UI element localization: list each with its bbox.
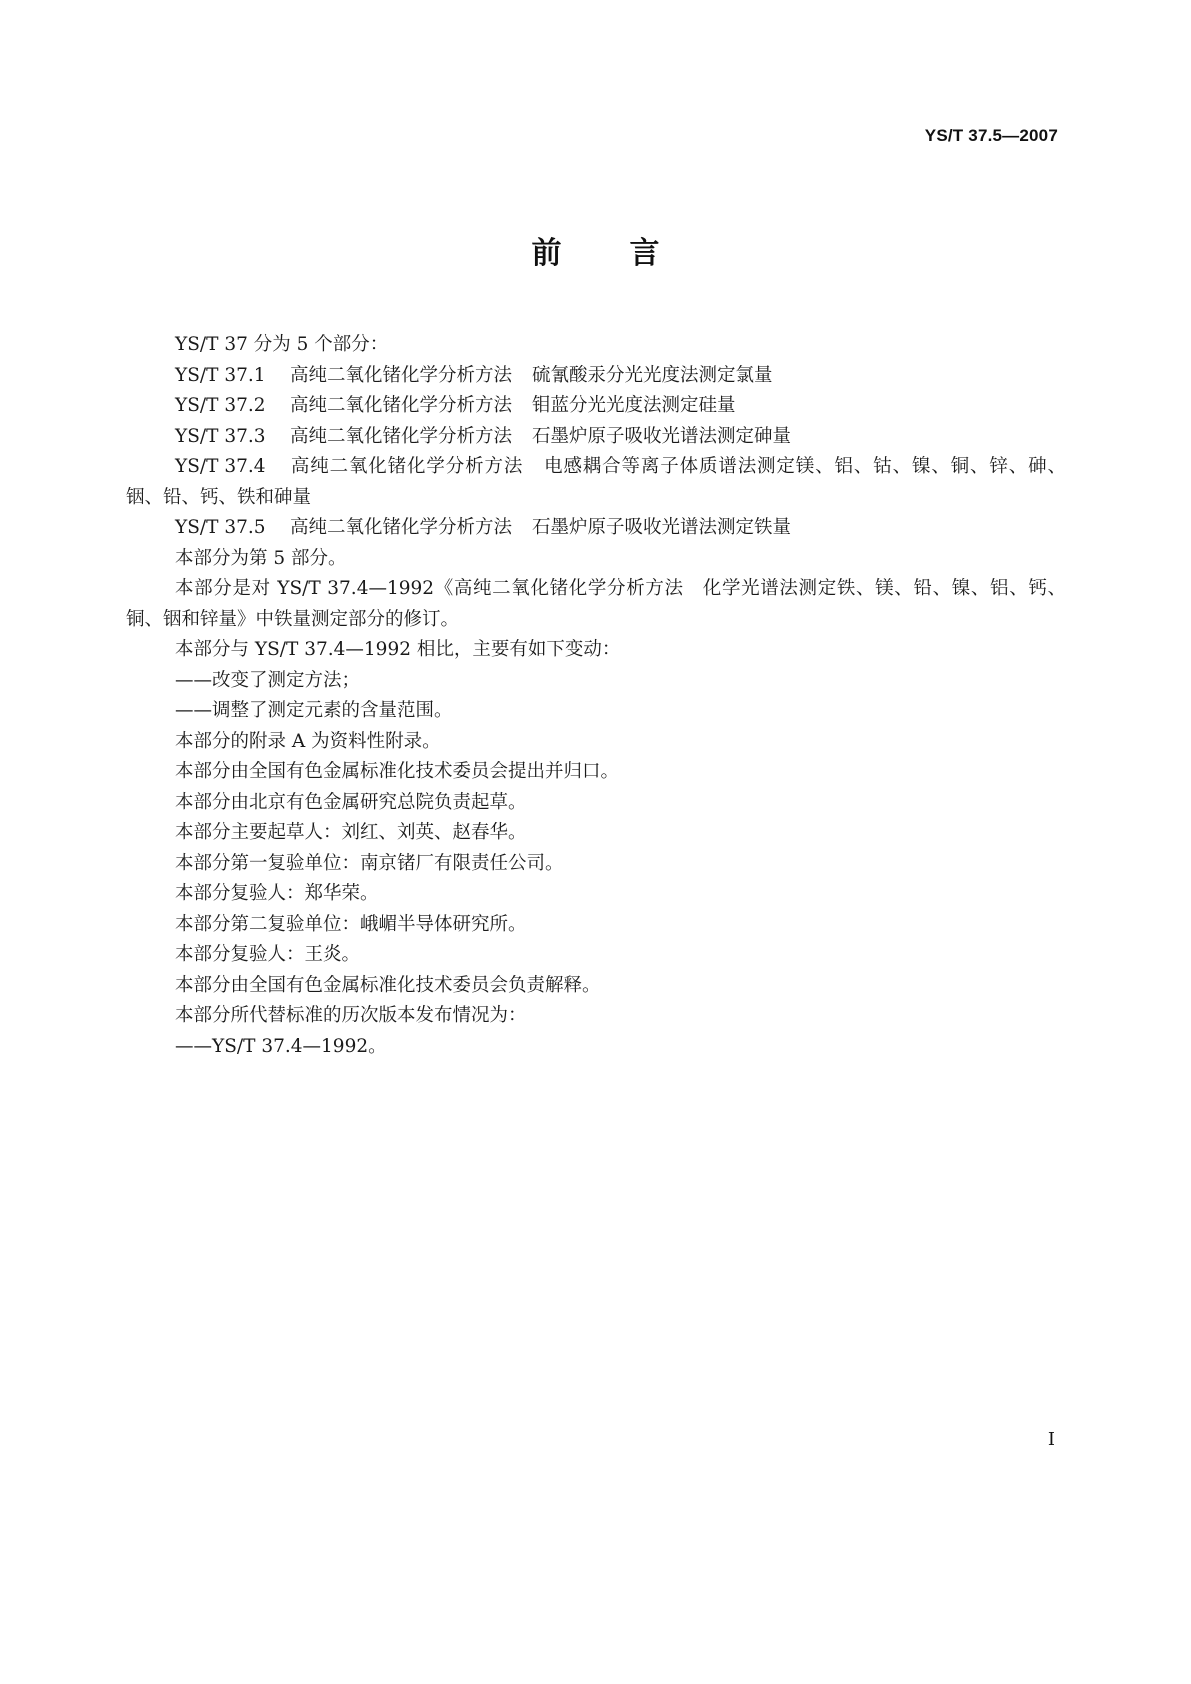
title-char-1: 前: [531, 236, 562, 271]
verify2-person-paragraph: 本部分复验人：王炎。: [175, 944, 361, 965]
part-method: 石墨炉原子吸收光谱法测定铁量: [532, 517, 792, 538]
change-item-2: ——调整了测定元素的含量范围。: [175, 700, 453, 721]
proposed-paragraph: 本部分由全国有色金属标准化技术委员会提出并归口。: [175, 761, 620, 782]
drafters-paragraph: 本部分主要起草人：刘红、刘英、赵春华。: [175, 822, 527, 843]
part-method: 硫氰酸汞分光光度法测定氯量: [532, 364, 773, 386]
part-name: 高纯二氧化锗化学分析方法: [290, 364, 513, 386]
part-code: YS/T 37.4: [175, 456, 266, 477]
part-code: YS/T 37.2: [175, 395, 266, 416]
part-line-1: [126, 361, 1066, 392]
verify1-unit-paragraph: 本部分第一复验单位：南京锗厂有限责任公司。: [175, 852, 564, 874]
part-name: 高纯二氧化锗化学分析方法: [290, 456, 524, 477]
foreword-body: [126, 330, 1066, 1062]
part-method: 钼蓝分光光度法测定硅量: [532, 395, 736, 416]
part-line-2: [126, 391, 1066, 422]
standard-code: YS/T 37.5—2007: [924, 126, 1058, 145]
page-number: I: [1047, 1429, 1055, 1450]
verify1-person-paragraph: 本部分复验人：郑华荣。: [175, 883, 379, 904]
annex-paragraph: 本部分的附录 A 为资料性附录。: [175, 730, 441, 752]
part-line-3: [126, 422, 1066, 453]
part-code: YS/T 37.3: [175, 425, 266, 447]
part-name: 高纯二氧化锗化学分析方法: [290, 517, 513, 538]
page-title: [0, 228, 1191, 272]
history-paragraph: 本部分所代替标准的历次版本发布情况为：: [175, 1005, 527, 1026]
revision-paragraph: 本部分是对 YS/T 37.4—1992《高纯二氧化锗化学分析方法 化学光谱法测定铁、镁、铅、镍、铝、钙、铜、铟和锌量》中铁量测定部分的修订。: [126, 578, 1066, 630]
part-code: YS/T 37.1: [175, 364, 266, 386]
part-name: 高纯二氧化锗化学分析方法: [290, 425, 513, 447]
part-line-5: [126, 513, 1066, 544]
part-method: 电感耦合等离子体质谱法测定镁、铝、钴、镍、铜、锌、砷、铟、铅、钙、铁和砷量: [126, 456, 1066, 508]
history-item-1: ——YS/T 37.4—1992。: [175, 1035, 387, 1057]
part-line-4: [126, 452, 1066, 513]
verify2-unit-paragraph: 本部分第二复验单位：峨嵋半导体研究所。: [175, 913, 527, 935]
part-method: 石墨炉原子吸收光谱法测定砷量: [532, 425, 792, 447]
this-part-paragraph: 本部分为第 5 部分。: [175, 547, 347, 569]
title-char-2: 言: [629, 236, 660, 271]
drafted-paragraph: 本部分由北京有色金属研究总院负责起草。: [175, 791, 527, 813]
interpret-paragraph: 本部分由全国有色金属标准化技术委员会负责解释。: [175, 974, 601, 996]
changes-paragraph: 本部分与 YS/T 37.4—1992 相比，主要有如下变动：: [175, 639, 621, 660]
part-code: YS/T 37.5: [175, 517, 266, 538]
change-item-1: ——改变了测定方法；: [175, 669, 361, 691]
intro-paragraph: YS/T 37 分为 5 个部分：: [175, 334, 389, 355]
part-name: 高纯二氧化锗化学分析方法: [290, 395, 513, 416]
